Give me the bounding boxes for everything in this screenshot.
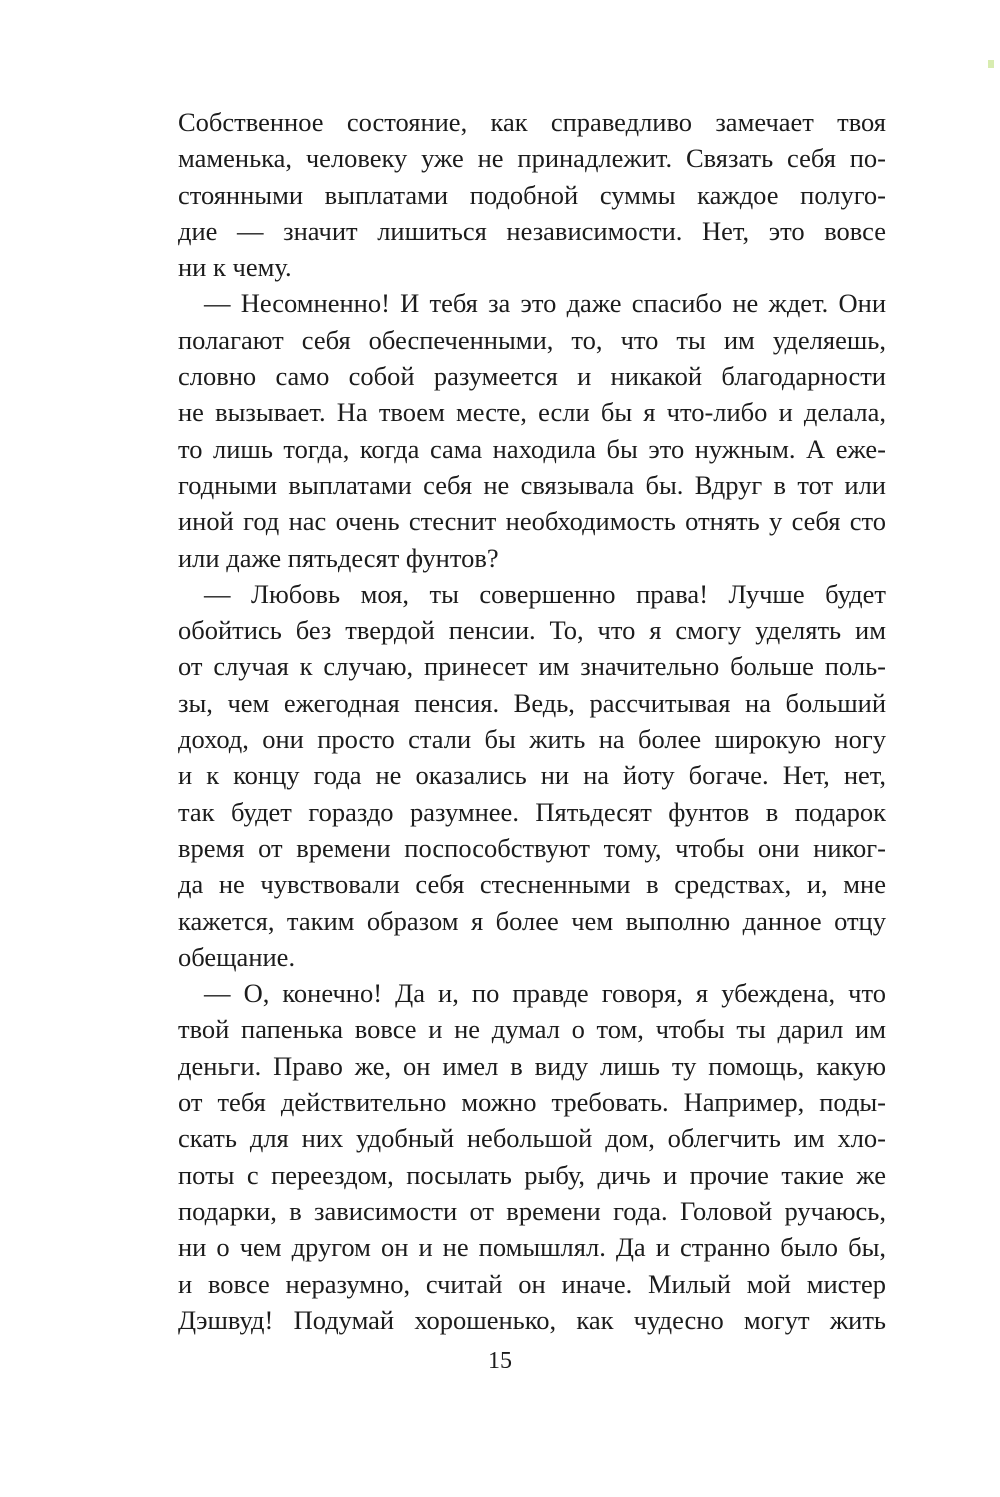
text-line: — Любовь моя, ты совершенно права! Лучше будет: [204, 578, 886, 609]
text-line: не вызывает. На твоем месте, если бы я что-либо и делала,: [178, 397, 886, 428]
text-line: — Несомненно! И тебя за это даже спасибо не ждет. Они: [204, 288, 886, 319]
text-line: от случая к случаю, принесет им значительно больше поль-: [178, 651, 886, 682]
text-line: так будет гораздо разумнее. Пятьдесят фунтов в подарок: [178, 796, 886, 827]
text-line: поты с переездом, посылать рыбу, дичь и прочие такие же: [178, 1159, 886, 1190]
text-line: деньги. Право же, он имел в виду лишь ту помощь, какую: [178, 1050, 886, 1081]
text-line: маменька, человеку уже не принадлежит. Связать себя по-: [178, 143, 886, 174]
page-number: 15: [488, 1348, 512, 1374]
text-line: кажется, таким образом я более чем выполню данное отцу: [178, 905, 886, 936]
text-line: доход, они просто стали бы жить на более широкую ногу: [178, 724, 886, 755]
text-line: твой папенька вовсе и не думал о том, чтобы ты дарил им: [178, 1014, 886, 1045]
text-line: полагают себя обеспеченными, то, что ты им уделяешь,: [178, 324, 886, 355]
text-line: обещание.: [178, 941, 296, 972]
text-line: стоянными выплатами подобной суммы каждое полуго-: [178, 179, 886, 210]
text-line: — О, конечно! Да и, по правде говоря, я убеждена, что: [204, 978, 886, 1009]
text-line: ни о чем другом он и не помышлял. Да и странно было бы,: [178, 1232, 886, 1263]
text-line: то лишь тогда, когда сама находила бы это нужным. А еже-: [178, 433, 886, 464]
text-line: Дэшвуд! Подумай хорошенько, как чудесно могут жить: [178, 1304, 886, 1335]
text-line: да не чувствовали себя стесненными в средствах, и, мне: [178, 869, 886, 900]
text-line: от тебя действительно можно требовать. Например, поды-: [178, 1087, 886, 1118]
text-line: подарки, в зависимости от времени года. Головой ручаюсь,: [178, 1195, 886, 1226]
page-body-text: [178, 104, 886, 1338]
text-line: или даже пятьдесят фунтов?: [178, 542, 499, 573]
text-line: годными выплатами себя не связывала бы. Вдруг в тот или: [178, 469, 886, 500]
text-line: зы, чем ежегодная пенсия. Ведь, рассчитывая на больший: [178, 687, 886, 718]
text-line: время от времени поспособствуют тому, чтобы они никог-: [178, 832, 886, 863]
text-line: обойтись без твердой пенсии. То, что я смогу уделять им: [178, 615, 886, 646]
text-line: скать для них удобный небольшой дом, облегчить им хло-: [178, 1123, 886, 1154]
text-line: ни к чему.: [178, 252, 292, 283]
text-line: иной год нас очень стеснит необходимость отнять у себя сто: [178, 506, 886, 537]
text-line: и к концу года не оказались ни на йоту богаче. Нет, нет,: [178, 760, 886, 791]
text-line: словно само собой разумеется и никакой благодарности: [178, 361, 886, 392]
text-line: дие — значит лишиться независимости. Нет, это вовсе: [178, 215, 886, 246]
edge-mark: [988, 60, 994, 68]
text-line: Собственное состояние, как справедливо замечает твоя: [178, 107, 886, 137]
text-line: и вовсе неразумно, считай он иначе. Милый мой мистер: [178, 1268, 886, 1299]
